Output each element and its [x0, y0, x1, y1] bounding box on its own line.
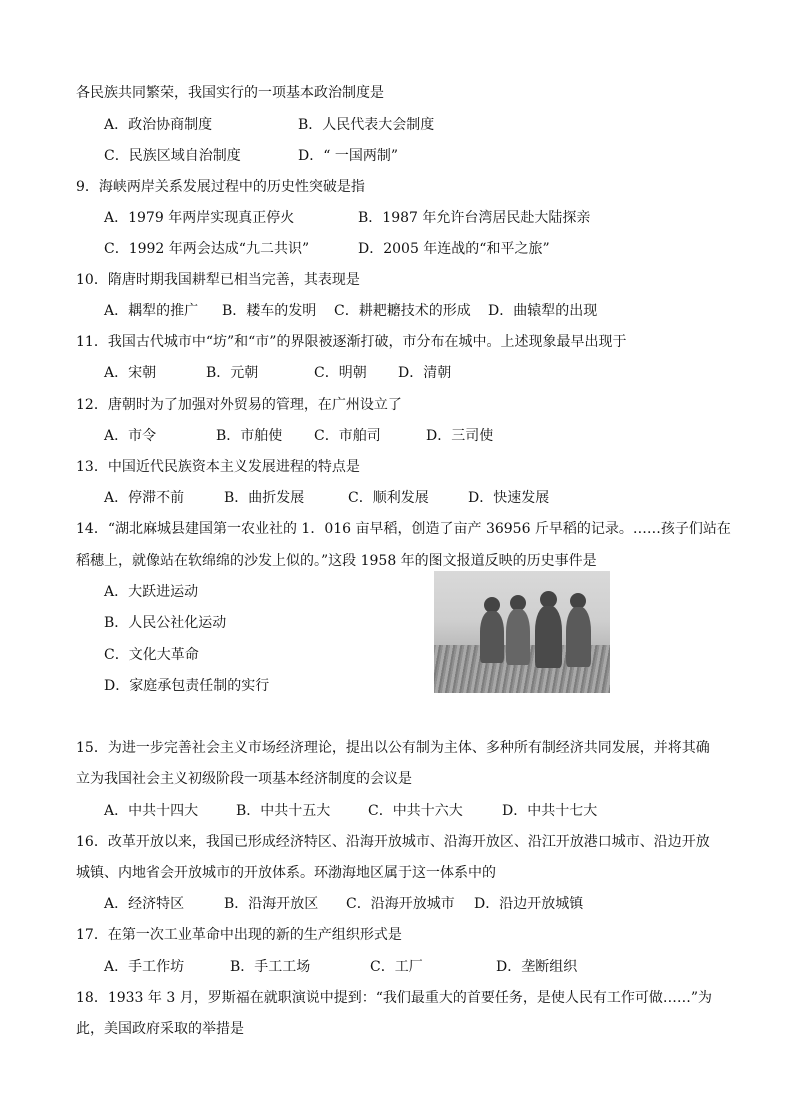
q10-option-b: B．耧车的发明 [222, 303, 317, 319]
q13-option-d: D．快速发展 [468, 490, 550, 506]
question-13-stem: 13．中国近代民族资本主义发展进程的特点是 [76, 459, 360, 475]
question-16-stem-line-2: 城镇、内地省会开放城市的开放体系。环渤海地区属于这一体系中的 [76, 865, 496, 881]
q15-option-a: A．中共十四大 [104, 803, 199, 819]
q12-option-b: B．市舶使 [216, 428, 283, 444]
q16-option-a: A．经济特区 [104, 896, 185, 912]
q14-option-a: A．大跃进运动 [104, 584, 199, 600]
q17-option-b: B．手工工场 [230, 959, 311, 975]
question-9-stem: 9．海峡两岸关系发展过程中的历史性突破是指 [76, 179, 365, 195]
question-11-stem: 11．我国古代城市中“坊”和“市”的界限被逐渐打破，市分布在城中。上述现象最早出现于 [76, 334, 627, 350]
q12-option-d: D．三司使 [426, 428, 494, 444]
q9-option-c: C．1992 年两会达成“九二共识” [104, 241, 310, 257]
q10-option-d: D．曲辕犁的出现 [488, 303, 598, 319]
q17-option-d: D．垄断组织 [496, 959, 578, 975]
q11-option-a: A．宋朝 [104, 365, 157, 381]
question-17-stem: 17．在第一次工业革命中出现的新的生产组织形式是 [76, 927, 402, 943]
q17-option-c: C．工厂 [370, 959, 423, 975]
question-14-stem-line-1: 14．“湖北麻城县建国第一农业社的 1．016 亩早稻，创造了亩产 36956 斤早稻的记录。……孩子们站在 [76, 521, 731, 537]
q9-option-b: B．1987 年允许台湾居民赴大陆探亲 [358, 210, 591, 226]
q9-option-d: D．2005 年连战的“和平之旅” [358, 241, 550, 257]
q13-option-a: A．停滞不前 [104, 490, 185, 506]
q9-option-a: A．1979 年两岸实现真正停火 [104, 210, 295, 226]
q13-option-c: C．顺利发展 [348, 490, 429, 506]
q16-option-d: D．沿边开放城镇 [474, 896, 584, 912]
q11-option-d: D．清朝 [398, 365, 452, 381]
q13-option-b: B．曲折发展 [224, 490, 305, 506]
q14-option-b: B．人民公社化运动 [104, 615, 227, 631]
question-18-stem-line-1: 18．1933 年 3 月，罗斯福在就职演说中提到：“我们最重大的首要任务，是使人民有工作可做……”为 [76, 990, 713, 1006]
question-16-stem-line-1: 16．改革开放以来，我国已形成经济特区、沿海开放城市、沿海开放区、沿江开放港口城市、沿边开放 [76, 834, 710, 850]
q14-option-d: D．家庭承包责任制的实行 [104, 678, 270, 694]
q11-option-b: B．元朝 [206, 365, 259, 381]
q8-option-b: B．人民代表大会制度 [298, 117, 435, 133]
q11-option-c: C．明朝 [314, 365, 367, 381]
q8-option-c: C．民族区域自治制度 [104, 148, 241, 164]
q17-option-a: A．手工作坊 [104, 959, 185, 975]
q16-option-c: C．沿海开放城市 [346, 896, 455, 912]
question-10-stem: 10．隋唐时期我国耕犁已相当完善，其表现是 [76, 272, 360, 288]
q15-option-c: C．中共十六大 [368, 803, 463, 819]
question-8-stem: 各民族共同繁荣，我国实行的一项基本政治制度是 [76, 85, 384, 101]
q14-option-c: C．文化大革命 [104, 647, 199, 663]
q10-option-a: A．耦犁的推广 [104, 303, 199, 319]
question-15-stem-line-2: 立为我国社会主义初级阶段一项基本经济制度的会议是 [76, 771, 412, 787]
q15-option-b: B．中共十五大 [236, 803, 331, 819]
question-18-stem-line-2: 此，美国政府采取的举措是 [76, 1021, 244, 1037]
children-on-rice-field-photo [434, 571, 610, 693]
q12-option-c: C．市舶司 [314, 428, 381, 444]
q15-option-d: D．中共十七大 [502, 803, 598, 819]
q8-option-d: D．“ 一国两制” [298, 148, 398, 164]
q10-option-c: C．耕耙耱技术的形成 [334, 303, 471, 319]
q12-option-a: A．市令 [104, 428, 157, 444]
q16-option-b: B．沿海开放区 [224, 896, 319, 912]
q8-option-a: A．政治协商制度 [104, 117, 213, 133]
question-12-stem: 12．唐朝时为了加强对外贸易的管理，在广州设立了 [76, 397, 402, 413]
question-15-stem-line-1: 15．为进一步完善社会主义市场经济理论，提出以公有制为主体、多种所有制经济共同发展，并将其确 [76, 740, 710, 756]
question-14-stem-line-2: 稻穗上，就像站在软绵绵的沙发上似的。”这段 1958 年的图文报道反映的历史事件是 [76, 553, 597, 569]
